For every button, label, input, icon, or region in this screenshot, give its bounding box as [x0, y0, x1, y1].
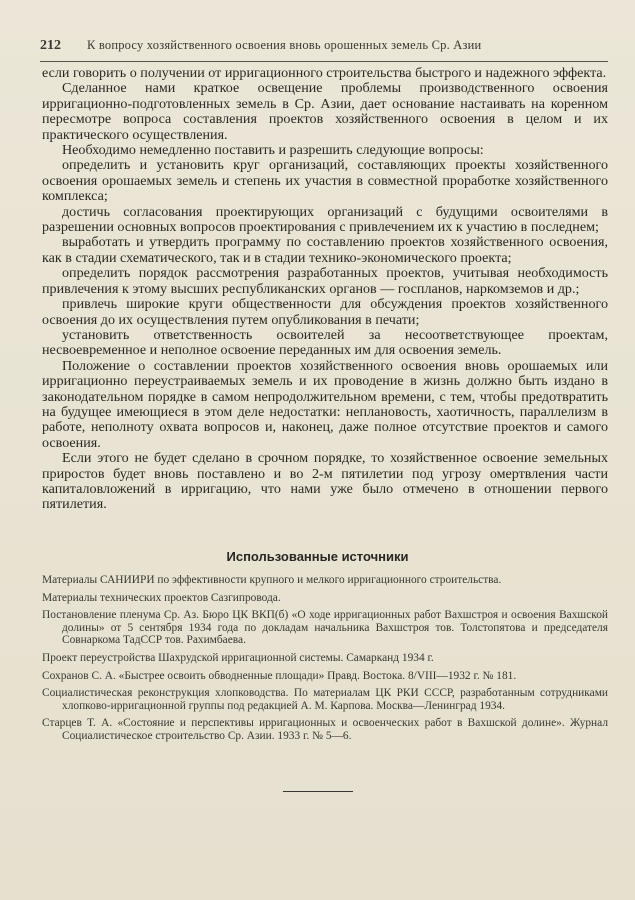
list-item: установить ответственность освоителей за несоответствующее проектам, несвоевременное и неполное освоение переданных им для освоения земель. — [42, 326, 608, 359]
list-item: определить и установить круг организаций, составляющих проекты хозяйственного освоения орошаемых земель и степень их участия в совместной проработке хозяйственного комплекса; — [42, 157, 608, 205]
source-item: Проект переустройства Шахрудской ирригационной системы. Самарканд 1934 г. — [42, 651, 434, 664]
source-item: Материалы технических проектов Сазгипровода. — [42, 591, 281, 604]
header-rule — [40, 61, 608, 62]
page-number: 212 — [40, 38, 61, 53]
source-item: Социалистическая реконструкция хлопководства. По материалам ЦК РКИ СССР, разработанным сотрудниками хлопково-ирригационной группы под редакцией А. М. Карпова. Москва—Ленинград 1934. — [42, 687, 608, 712]
source-item: Постановление пленума Ср. Аз. Бюро ЦК ВКП(б) «О ходе ирригационных работ Вахшстроя и освоения Вахшской долины» от 5 сентября 1934 года по докладам начальника Вахшстроя тов. Толстопятова и председателя Совнаркома ТадССР тов. Рахимбаева. — [42, 609, 608, 647]
running-header — [40, 38, 600, 58]
list-item: выработать и утвердить программу по составлению проектов хозяйственного освоения, как в стадии схематического, так и в стадии технико-экономического проекта; — [42, 234, 608, 266]
paragraph: если говорить о получении от ирригационного строительства быстрого и надежного эффекта. — [42, 65, 607, 81]
paragraph: Если этого не будет сделано в срочном порядке, то хозяйственное освоение земельных приростов будет вновь поставлено и во 2-м пятилетии под угрозу омертвления части капиталовложений в ирригацию, что нами уже было отмечено в отношении первого пятилетия. — [42, 450, 608, 513]
list-item: определить порядок рассмотрения разработанных проектов, учитывая необходимость привлечения к этому высших республиканских органов — госпланов, наркомземов и др.; — [42, 265, 608, 297]
sources-heading: Использованные источники — [226, 549, 409, 564]
sources-list — [42, 574, 608, 748]
source-item: Материалы САНИИРИ по эффективности крупного и мелкого ирригационного строительства. — [42, 574, 502, 586]
source-item: Сохранов С. А. «Быстрее освоить обводненные площади» Правд. Востока. 8/VIII—1932 г. № 181. — [42, 669, 517, 682]
body-text — [42, 66, 608, 513]
source-item: Старцев Т. А. «Состояние и перспективы ирригационных и освоенческих работ в Вахшской долине». Журнал Социалистическое строительство Ср. Азии. 1933 г. № 5—6. — [42, 717, 608, 742]
paragraph: Сделанное нами краткое освещение проблемы производственного освоения ирригационно-подготовленных земель в Ср. Азии, дает основание настаивать на коренном пересмотре вопроса составления проектов хозяйственного освоения в целом и их практического осуществления. — [42, 80, 608, 143]
paragraph: Необходимо немедленно поставить и разрешить следующие вопросы: — [62, 142, 484, 159]
footer-rule — [283, 791, 353, 792]
list-item: привлечь широкие круги общественности для обсуждения проектов хозяйственного освоения до их осуществления путем опубликования в печати; — [42, 296, 608, 328]
paragraph: Положение о составлении проектов хозяйственного освоения вновь орошаемых или ирригационно переустраиваемых земель и их проводение в жизнь должно быть издано в законодательном порядке в самом непродолжительном времени, с тем, чтобы предотвратить на будущее имеющиеся в этом деле недостатки: неплановость, хаотичность, параллелизм в работе, неполноту охвата вопросов и, наконец, даже полное отсутствие проектов и самого освоения. — [42, 357, 608, 451]
list-item: достичь согласования проектирующих организаций с будущими освоителями в разрешении основных вопросов проектирования с привлечением их к участию в последнем; — [42, 203, 608, 236]
running-title: К вопросу хозяйственного освоения вновь орошенных земель Ср. Азии — [87, 38, 482, 52]
